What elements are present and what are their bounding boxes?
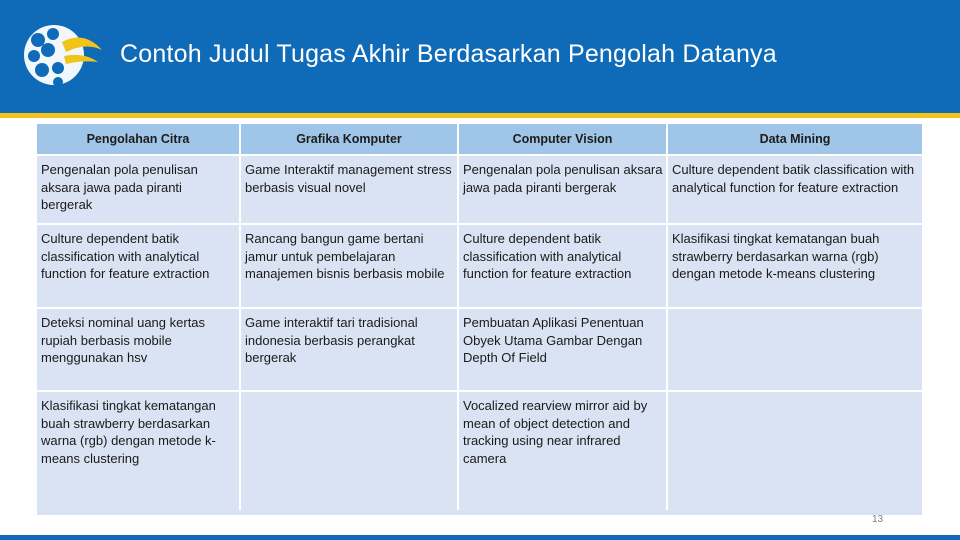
table-cell [667,391,922,510]
university-logo-icon [14,20,104,90]
table-row [37,224,922,308]
table-cell: Rancang bangun game bertani jamur untuk pembelajaran manajemen bisnis berbasis mobile [240,224,458,308]
column-header-pengolahan-citra: Pengolahan Citra [37,124,240,155]
column-header-computer-vision: Computer Vision [458,124,667,155]
column-header-grafika-komputer: Grafika Komputer [240,124,458,155]
slide-title: Contoh Judul Tugas Akhir Berdasarkan Pengolah Datanya [120,40,777,68]
table-row [37,308,922,391]
table-cell: Game interaktif tari tradisional indonesia berbasis perangkat bergerak [240,308,458,391]
table-cell [667,308,922,391]
table-header-row [37,124,922,155]
topics-table [37,124,922,510]
table-cell: Culture dependent batik classification with analytical function for feature extraction [37,224,240,308]
table-cell: Deteksi nominal uang kertas rupiah berbasis mobile menggunakan hsv [37,308,240,391]
column-header-data-mining: Data Mining [667,124,922,155]
table-cell: Culture dependent batik classification with analytical function for feature extraction [458,224,667,308]
topics-table-container [37,124,922,515]
table-row [37,155,922,224]
accent-line [0,113,960,118]
page-number: 13 [872,514,884,525]
table-cell [240,391,458,510]
table-cell: Klasifikasi tingkat kematangan buah strawberry berdasarkan warna (rgb) dengan metode k-means clustering [667,224,922,308]
table-cell: Klasifikasi tingkat kematangan buah strawberry berdasarkan warna (rgb) dengan metode k-means clustering [37,391,240,510]
table-row [37,391,922,510]
table-cell: Culture dependent batik classification with analytical function for feature extraction [667,155,922,224]
table-cell: Pengenalan pola penulisan aksara jawa pada piranti bergerak [37,155,240,224]
footer-bar [0,535,960,540]
slide-header [0,0,960,113]
table-cell: Pembuatan Aplikasi Penentuan Obyek Utama Gambar Dengan Depth Of Field [458,308,667,391]
table-cell: Pengenalan pola penulisan aksara jawa pada piranti bergerak [458,155,667,224]
table-cell: Game Interaktif management stress berbasis visual novel [240,155,458,224]
table-cell: Vocalized rearview mirror aid by mean of object detection and tracking using near infrared camera [458,391,667,510]
